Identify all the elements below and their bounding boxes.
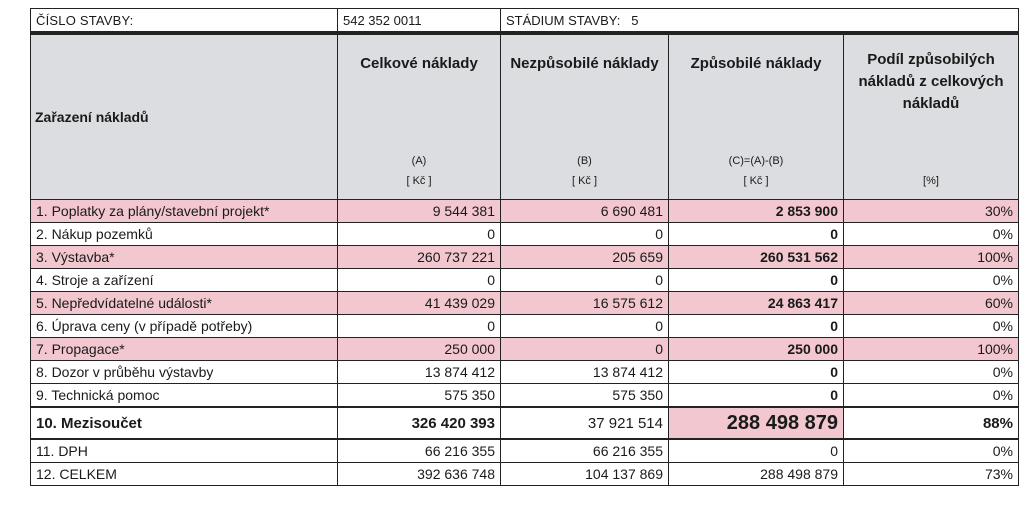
table-row [31,315,1019,338]
eligible-cost-cell: 24 863 417 [669,292,844,315]
row-label: 2. Nákup pozemků [31,223,338,246]
ineligible-cost-cell: 13 874 412 [501,361,669,384]
header-eligible-costs-code: (C)=(A)-(B) [728,155,784,167]
table-row [31,246,1019,269]
total-cost-cell: 66 216 355 [338,439,501,463]
total-cost-cell: 392 636 748 [338,463,501,486]
table-row [31,361,1019,384]
row-label: 4. Stroje a zařízení [31,269,338,292]
header-total-costs-title: Celkové náklady [360,55,478,72]
header-eligible-share-unit: [%] [923,175,939,187]
table-row [31,223,1019,246]
table-row [31,338,1019,361]
project-stage-label: STÁDIUM STAVBY: [506,12,621,28]
eligible-share-cell: 60% [844,292,1019,315]
table-row [31,439,1019,463]
eligible-cost-cell: 0 [669,269,844,292]
eligible-cost-cell: 0 [669,361,844,384]
ineligible-cost-cell: 0 [501,338,669,361]
subtotal-row [31,407,1019,439]
row-label: 3. Výstavba* [31,246,338,269]
header-cost-category: Zařazení nákladů [31,34,338,200]
row-label: 7. Propagace* [31,338,338,361]
row-label: 10. Mezisoučet [31,407,338,439]
eligible-share-cell: 100% [844,246,1019,269]
eligible-cost-cell: 0 [669,315,844,338]
eligible-share-cell: 30% [844,200,1019,223]
table-row [31,269,1019,292]
eligible-cost-cell: 250 000 [669,338,844,361]
cost-rows [31,200,1019,486]
row-label: 11. DPH [31,439,338,463]
eligible-cost-cell: 260 531 562 [669,246,844,269]
ineligible-cost-cell: 104 137 869 [501,463,669,486]
project-info-table [30,8,1019,33]
header-eligible-share [844,34,1019,200]
total-cost-cell: 41 439 029 [338,292,501,315]
eligible-share-cell: 0% [844,384,1019,408]
header-ineligible-costs-title: Nezpůsobilé náklady [510,55,659,72]
header-eligible-costs-unit: [ Kč ] [743,175,769,187]
ineligible-cost-cell: 66 216 355 [501,439,669,463]
header-eligible-costs [669,34,844,200]
cost-table [30,33,1019,486]
total-cost-cell: 0 [338,315,501,338]
eligible-cost-cell: 0 [669,223,844,246]
eligible-share-cell: 73% [844,463,1019,486]
eligible-share-cell: 0% [844,439,1019,463]
header-ineligible-costs-unit: [ Kč ] [571,175,598,187]
project-number-value: 542 352 0011 [338,9,501,33]
eligible-share-cell: 0% [844,361,1019,384]
row-label: 1. Poplatky za plány/stavební projekt* [31,200,338,223]
eligible-cost-cell: 288 498 879 [669,407,844,439]
eligible-share-cell: 0% [844,223,1019,246]
ineligible-cost-cell: 37 921 514 [501,407,669,439]
ineligible-cost-cell: 0 [501,223,669,246]
total-row [31,463,1019,486]
eligible-share-cell: 88% [844,407,1019,439]
header-total-costs-code: (A) [411,155,427,167]
row-label: 12. CELKEM [31,463,338,486]
total-cost-cell: 0 [338,269,501,292]
row-label: 8. Dozor v průběhu výstavby [31,361,338,384]
total-cost-cell: 326 420 393 [338,407,501,439]
row-label: 6. Úprava ceny (v případě potřeby) [31,315,338,338]
total-cost-cell: 575 350 [338,384,501,408]
total-cost-cell: 13 874 412 [338,361,501,384]
header-ineligible-costs [501,34,669,200]
eligible-cost-cell: 288 498 879 [669,463,844,486]
table-row [31,292,1019,315]
eligible-share-cell: 0% [844,269,1019,292]
total-cost-cell: 250 000 [338,338,501,361]
eligible-cost-cell: 0 [669,439,844,463]
ineligible-cost-cell: 205 659 [501,246,669,269]
ineligible-cost-cell: 575 350 [501,384,669,408]
ineligible-cost-cell: 0 [501,269,669,292]
header-eligible-share-title: Podíl způsobilých nákladů z celkových nákladů [858,51,1004,112]
row-label: 9. Technická pomoc [31,384,338,408]
table-row [31,200,1019,223]
cost-table-sheet [30,8,1018,486]
eligible-share-cell: 0% [844,315,1019,338]
header-eligible-costs-title: Způsobilé náklady [690,55,822,72]
row-label: 5. Nepředvídatelné události* [31,292,338,315]
project-stage-cell [501,9,1019,33]
project-number-label: ČÍSLO STAVBY: [31,9,338,33]
eligible-cost-cell: 0 [669,384,844,408]
header-ineligible-costs-code: (B) [577,155,592,167]
total-cost-cell: 0 [338,223,501,246]
eligible-cost-cell: 2 853 900 [669,200,844,223]
ineligible-cost-cell: 16 575 612 [501,292,669,315]
total-cost-cell: 260 737 221 [338,246,501,269]
header-total-costs [338,34,501,200]
table-row [31,384,1019,408]
header-total-costs-unit: [ Kč ] [406,175,432,187]
project-stage-value: 5 [631,12,639,28]
ineligible-cost-cell: 0 [501,315,669,338]
ineligible-cost-cell: 6 690 481 [501,200,669,223]
eligible-share-cell: 100% [844,338,1019,361]
total-cost-cell: 9 544 381 [338,200,501,223]
